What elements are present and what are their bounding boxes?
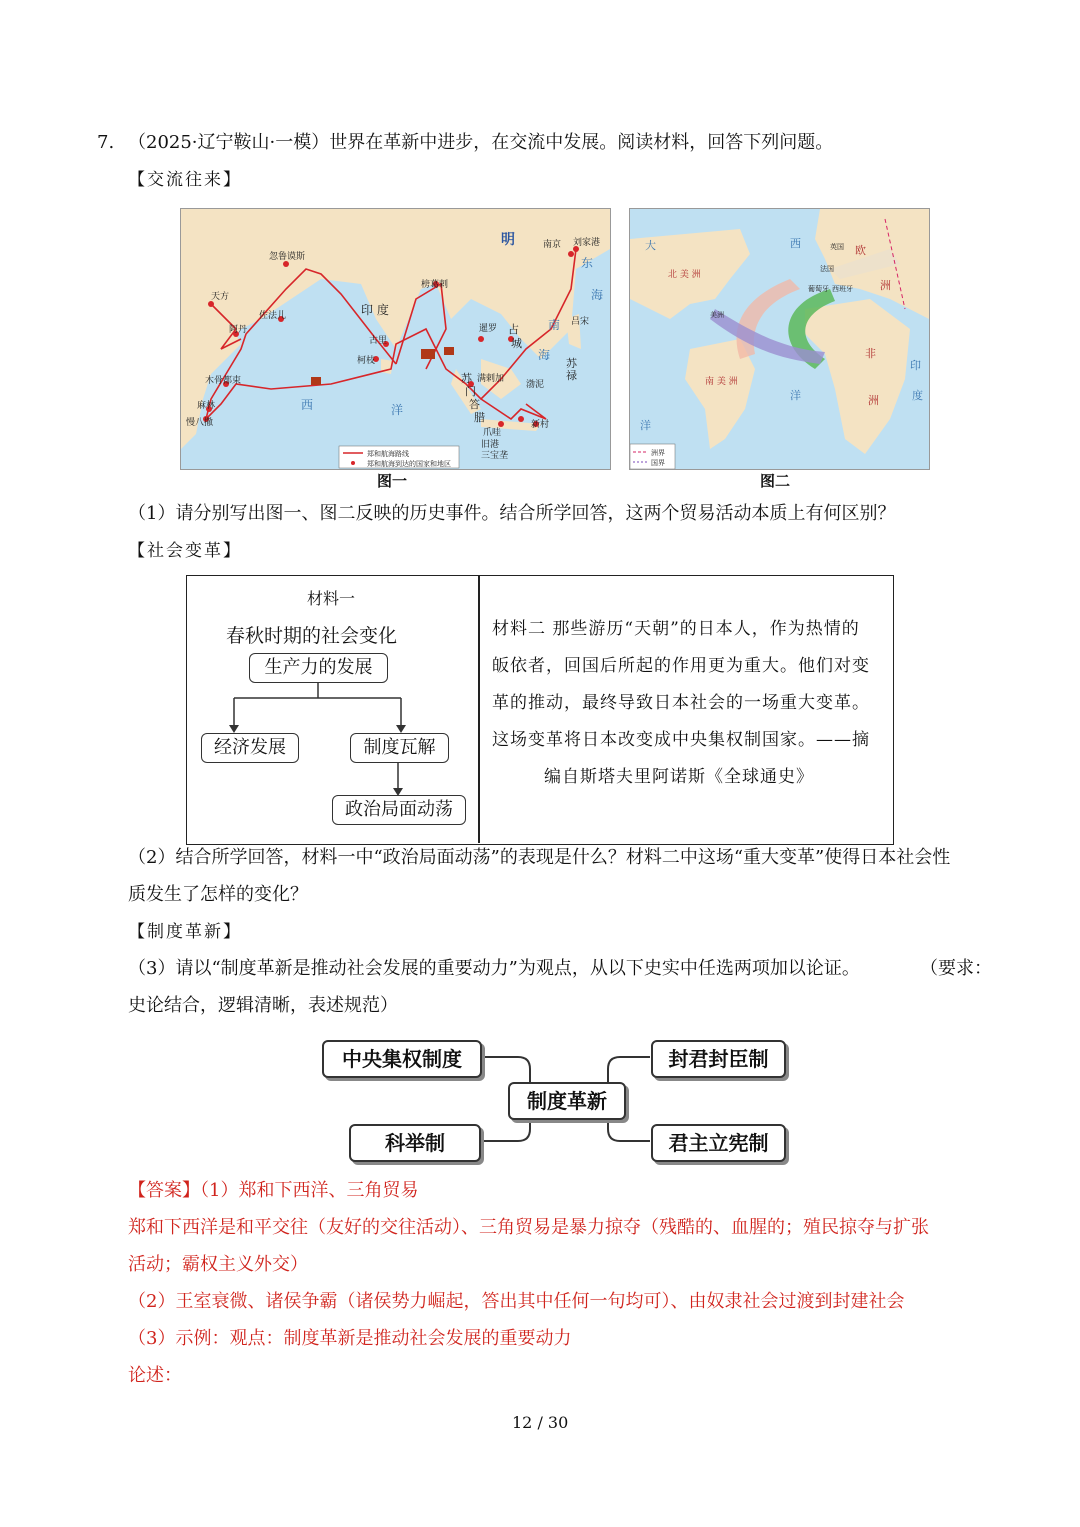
map1-caption: 图一 [377,472,408,490]
mindmap-constitutional-monarchy: 君主立宪制 [651,1124,786,1162]
label-champa-2: 城 [511,337,522,350]
answer-2: （2）王室衰微、诸侯争霸（诸侯势力崛起，答出其中任何一句均可）、由奴隶社会过渡到封建社会 [128,1291,905,1312]
map-zhenghe [180,208,611,470]
question-3-requirement: （要求： [920,958,992,979]
material2-line-5: 编自斯塔夫里阿诺斯《全球通史》 [544,767,814,787]
label-south-america: 南 美 洲 [705,377,738,387]
section-exchange: 【交流往来】 [128,170,242,190]
label-sulu-1: 苏 [566,357,577,370]
label-atlantic-3: 洋 [790,389,801,402]
label-india: 印 度 [361,303,389,317]
page-number: 12 / 30 [512,1413,569,1432]
answer-1-line-2: 郑和下西洋是和平交往（友好的交往活动）、三角贸易是暴力掠夺（残酷的、血腥的；殖民掠夺与扩张 [128,1217,929,1238]
label-east-2: 海 [591,288,604,302]
label-luzon: 吕宋 [571,317,590,327]
label-hormuz: 忽鲁谟斯 [269,252,306,262]
material2-line-4: 这场变革将日本改变成中央集权制国家。——摘 [492,730,870,750]
label-xincun: 新村 [531,420,550,430]
material2-line-1: 材料二 那些游历“天朝”的日本人，作为热情的 [492,619,860,639]
label-portugal: 葡萄牙 [808,285,829,293]
material2-line-3: 革的推动，最终导致日本社会的一场重大变革。 [492,693,870,713]
question-stem: （2025·辽宁鞍山·一模）世界在革新中进步，在交流中发展。阅读材料，回答下列问题。 [128,132,834,153]
flow-node-system-collapse: 制度瓦解 [350,733,449,763]
label-ocean: 洋 [640,419,651,432]
label-sumatra-2: 门 [465,385,476,398]
label-palembang: 旧港 [481,440,500,450]
section-social: 【社会变革】 [128,541,242,561]
materials-divider [478,575,480,843]
answer-block-1 [128,1179,418,1203]
mindmap-central-centralization: 中央集权制度 [322,1040,482,1078]
label-south-2: 海 [538,348,551,362]
label-uk: 英国 [830,243,844,251]
label-mogadishu: 木骨都束 [205,376,242,386]
label-atlantic-2: 西 [790,237,801,250]
question-number: 7. [97,132,115,153]
label-africa-2: 洲 [868,394,879,407]
answer-tag: 【答案】 [128,1180,200,1201]
label-east-1: 东 [581,256,594,270]
material2-line-2: 皈依者，回国后所起的作用更为重大。他们对变 [492,656,870,676]
label-java: 爪哇 [483,428,502,438]
answer-1: （1）郑和下西洋、三角贸易 [200,1180,419,1201]
mindmap-center: 制度革新 [508,1082,626,1120]
mindmap-keju: 科举制 [349,1124,481,1162]
map-triangle-trade [629,208,930,470]
label-bengal: 榜葛剌 [421,280,449,290]
label-south-1: 南 [548,318,561,332]
label-sumatra-3: 答 [469,398,480,411]
label-europe-1: 欧 [855,244,866,257]
label-aden: 阿丹 [229,325,248,335]
flow-node-productivity: 生产力的发展 [249,653,388,683]
label-ming: 明 [501,232,515,248]
flow-node-economy: 经济发展 [201,733,299,763]
label-africa-1: 非 [865,347,876,360]
section-system: 【制度革新】 [128,922,242,942]
answer-1-line-3: 活动；霸权主义外交） [128,1254,308,1275]
mindmap-feudal-vassal: 封君封臣制 [651,1040,786,1078]
label-west: 西 [301,398,314,412]
label-sumatra-4: 腊 [474,411,485,424]
label-atlantic-1: 大 [645,239,656,252]
legend-continent: 洲界 [651,449,665,457]
label-ocean: 洋 [391,403,404,417]
label-champa-1: 占 [508,323,519,336]
question-1: （1）请分别写出图一、图二反映的历史事件。结合所学回答，这两个贸易活动本质上有何区别？ [128,503,896,524]
flow-node-political-turmoil: 政治局面动荡 [332,795,466,825]
material1-header: 材料一 [307,589,356,608]
label-indian-1: 印 [910,359,921,372]
question-2-line-2: 质发生了怎样的变化？ [128,884,308,905]
label-cochin: 柯枝 [357,356,376,366]
label-sumatra-1: 苏 [461,372,472,385]
label-zufar: 佐法儿 [259,311,287,321]
label-france: 法国 [820,265,834,273]
label-malacca: 满剌加 [477,374,505,384]
label-sulu-2: 禄 [566,369,577,382]
map-zhenghe-svg [181,209,610,469]
label-semarang: 三宝垄 [481,451,509,461]
label-north-america: 北 美 洲 [668,270,701,280]
answer-3: （3）示例：观点：制度革新是推动社会发展的重要动力 [128,1328,572,1349]
label-nanjing: 南京 [543,240,562,250]
label-brunei: 渤泥 [526,380,545,390]
label-malindi: 麻林 [197,401,216,411]
legend-country: 国界 [651,459,665,467]
label-americas: 美洲 [710,311,724,319]
label-europe-2: 洲 [880,279,891,292]
map2-caption: 图二 [760,472,791,490]
label-liujiagang: 刘家港 [573,238,601,248]
label-indian-2: 度 [912,389,923,402]
label-mombasa: 慢八撒 [186,418,214,428]
label-calicut: 古里 [369,336,388,346]
question-3-line-1: （3）请以“制度革新是推动社会发展的重要动力”为观点，从以下史实中任选两项加以论证。 [128,958,860,979]
answer-3-argument: 论述： [128,1365,182,1386]
legend-route: 郑和航海路线 [367,450,409,458]
question-2-line-1: （2）结合所学回答，材料一中“政治局面动荡”的表现是什么？材料二中这场“重大变革”使得日本社会性 [128,847,951,868]
question-3-line-2: 史论结合，逻辑清晰，表述规范） [128,995,398,1016]
legend-places: 郑和航海到达的国家和地区 [367,460,451,468]
material1-title: 春秋时期的社会变化 [226,625,398,647]
label-spain: 西班牙 [832,285,853,293]
label-siam: 暹罗 [479,324,498,334]
label-mecca: 天方 [211,292,230,302]
map-triangle-svg [630,209,929,469]
